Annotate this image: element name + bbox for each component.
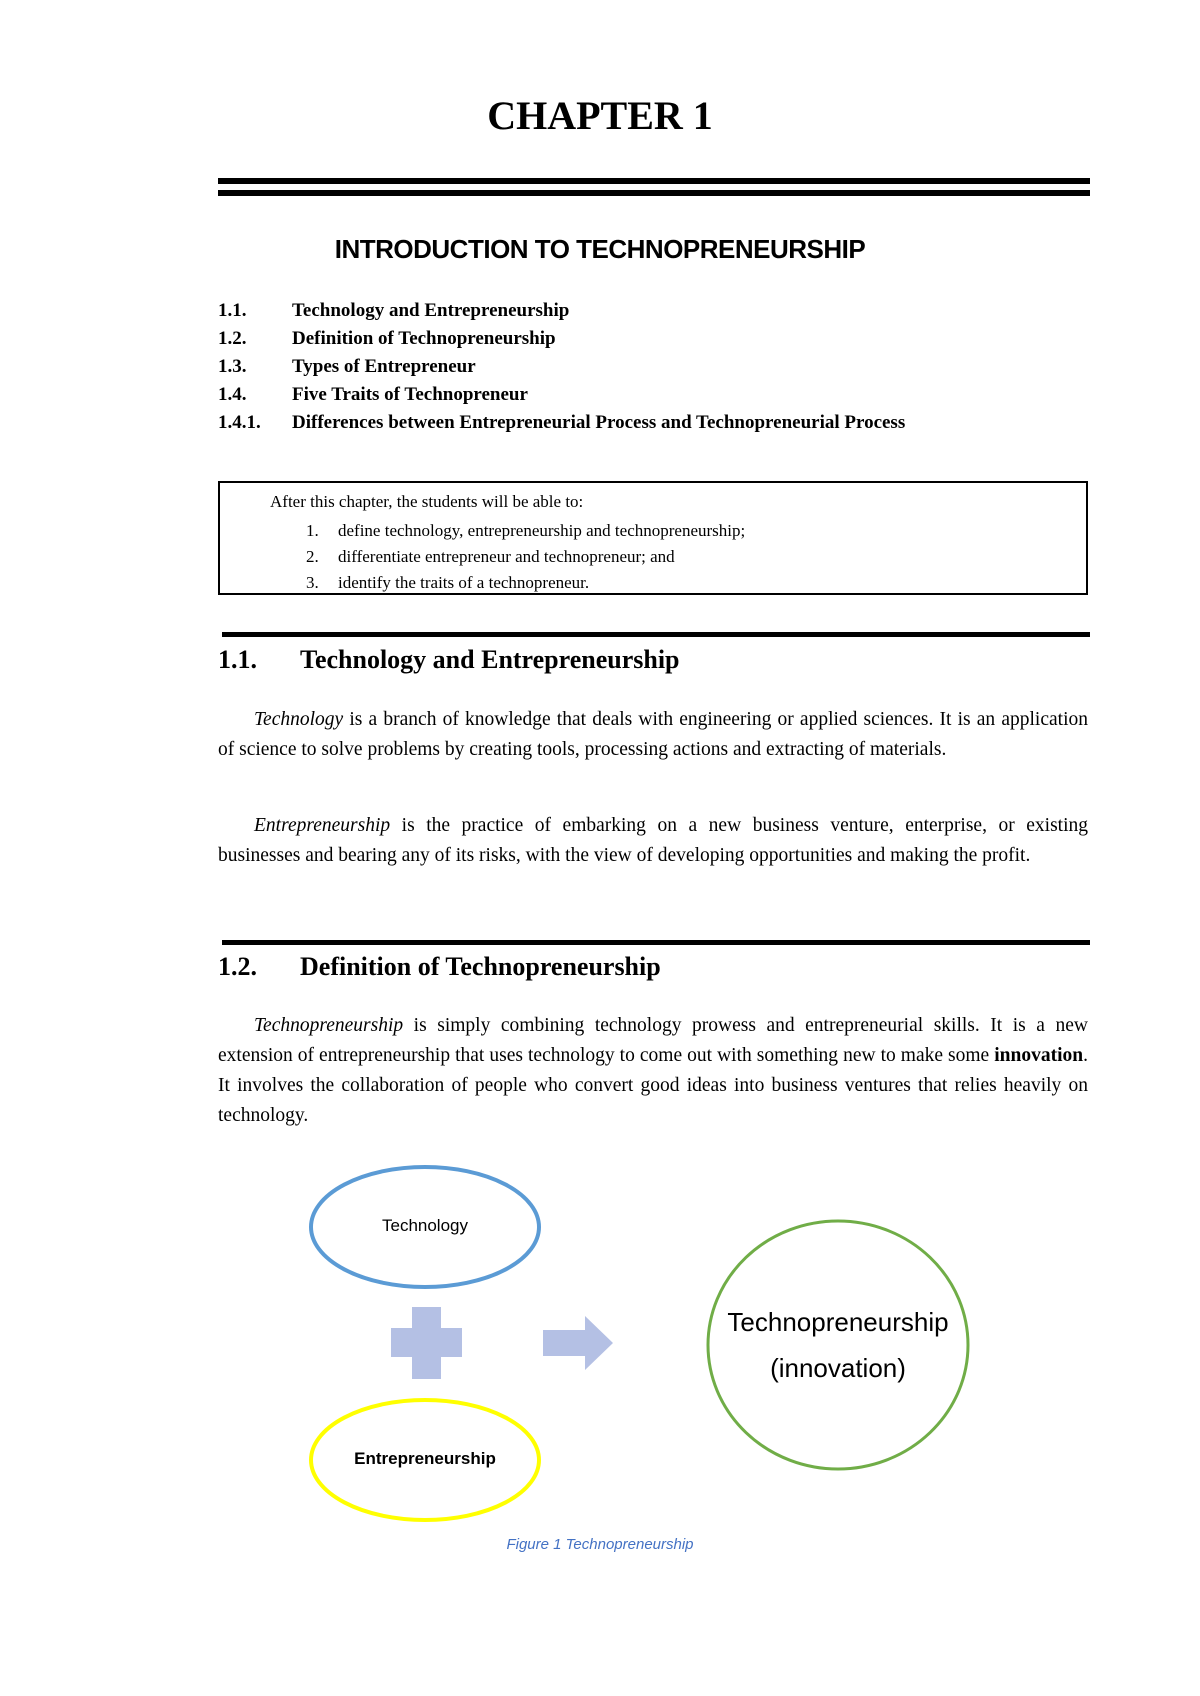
toc-number: 1.4.1.: [218, 412, 261, 433]
technopreneurship-label: Technopreneurship: [727, 1307, 949, 1337]
section-title: Technology and Entrepreneurship: [300, 645, 680, 674]
arrow-right-icon: [543, 1316, 613, 1370]
toc-label: Technology and Entrepreneurship: [292, 300, 570, 321]
paragraph-text: is simply combining technology prowess and entrepreneurial skills. It is a new extension of entrepreneurship that uses technology to come out with something new to make some: [218, 1015, 1088, 1066]
toc-label: Types of Entrepreneur: [292, 356, 476, 377]
toc-number: 1.1.: [218, 300, 247, 321]
term-technology: Technology: [254, 709, 344, 730]
objective-number: 3.: [306, 573, 319, 592]
objective-text: differentiate entrepreneur and technopreneur; and: [338, 547, 675, 566]
toc-number: 1.4.: [218, 384, 247, 405]
objective-text: define technology, entrepreneurship and technopreneurship;: [338, 521, 746, 540]
technopreneurship-ellipse: [708, 1221, 968, 1469]
innovation-label: (innovation): [770, 1353, 906, 1383]
section-number: 1.2.: [218, 952, 257, 981]
objective-number: 2.: [306, 547, 319, 566]
entrepreneurship-label: Entrepreneurship: [354, 1449, 496, 1468]
plus-icon: [391, 1307, 462, 1379]
term-technopreneurship: Technopreneurship: [254, 1015, 404, 1036]
objective-number: 1.: [306, 521, 319, 540]
toc-number: 1.3.: [218, 356, 247, 377]
chapter-subtitle: INTRODUCTION TO TECHNOPRENEURSHIP: [334, 234, 866, 264]
paragraph-text: . It involves the collaboration of people who convert good ideas into business ventures that relies heavily on technology.: [218, 1045, 1088, 1126]
technology-label: Technology: [381, 1216, 468, 1235]
section-title: Definition of Technopreneurship: [300, 952, 661, 981]
objectives-intro: After this chapter, the students will be able to:: [270, 492, 584, 511]
toc-label: Five Traits of Technopreneur: [292, 384, 528, 405]
paragraph-text: is the practice of embarking on a new business venture, enterprise, or existing businesses and bearing any of its risks, with the view of developing opportunities and making the profit.: [218, 815, 1088, 866]
toc-label: Definition of Technopreneurship: [292, 328, 556, 349]
chapter-title: CHAPTER 1: [487, 93, 713, 138]
toc-number: 1.2.: [218, 328, 247, 349]
figure-caption: Figure 1 Technopreneurship: [506, 1536, 694, 1553]
term-entrepreneurship: Entrepreneurship: [254, 815, 391, 836]
term-innovation: innovation: [994, 1045, 1084, 1066]
section-number: 1.1.: [218, 645, 257, 674]
paragraph-text: is a branch of knowledge that deals with engineering or applied sciences. It is an application of science to solve problems by creating tools, processing actions and extracting of materials.: [218, 709, 1088, 760]
toc-label: Differences between Entrepreneurial Process and Technopreneurial Process: [292, 412, 906, 433]
objective-text: identify the traits of a technopreneur.: [338, 573, 590, 592]
